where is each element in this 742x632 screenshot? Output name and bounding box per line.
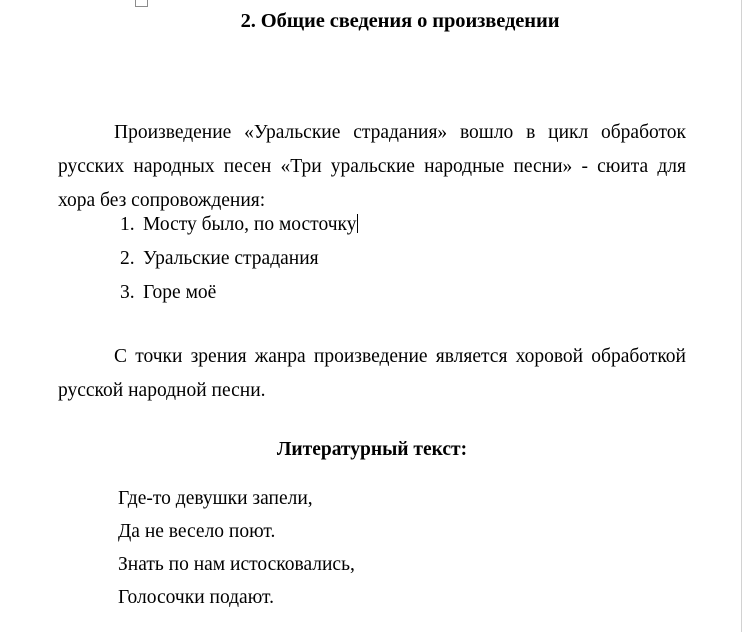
paragraph-genre[interactable] xyxy=(58,340,686,408)
poem-line[interactable]: Голосочки подают. xyxy=(118,587,274,608)
object-anchor-marker xyxy=(135,0,148,7)
list-item-number: 1. xyxy=(120,214,135,235)
page-title: 2. Общие сведения о произведении xyxy=(240,10,560,32)
text-cursor-caret xyxy=(357,214,358,233)
list-item[interactable] xyxy=(120,276,358,310)
poem-line[interactable]: Да не весело поют. xyxy=(118,521,276,542)
section-subheading: Литературный текст: xyxy=(276,439,468,461)
list-item-number: 3. xyxy=(120,282,135,303)
paragraph-intro[interactable] xyxy=(58,116,686,218)
song-list xyxy=(120,208,358,310)
poem-line[interactable]: Знать по нам истосковались, xyxy=(118,554,355,575)
paragraph-genre-text: С точки зрения жанра произведение является хоровой обработкой русской народной песни. xyxy=(58,345,686,401)
list-item[interactable] xyxy=(120,242,358,276)
list-item-label: Горе моё xyxy=(143,282,217,303)
list-item[interactable] xyxy=(120,208,358,242)
list-item-label: Мосту было, по мосточку xyxy=(143,214,357,235)
poem-block xyxy=(118,482,355,614)
list-item-number: 2. xyxy=(120,248,135,269)
poem-line[interactable]: Где-то девушки запели, xyxy=(118,488,313,509)
list-item-label: Уральские страдания xyxy=(143,248,319,269)
paragraph-intro-text: Произведение «Уральские страдания» вошло в цикл обработок русских народных песен «Три уральские народные песни» - сюита для хора без сопровождения: xyxy=(58,121,686,211)
